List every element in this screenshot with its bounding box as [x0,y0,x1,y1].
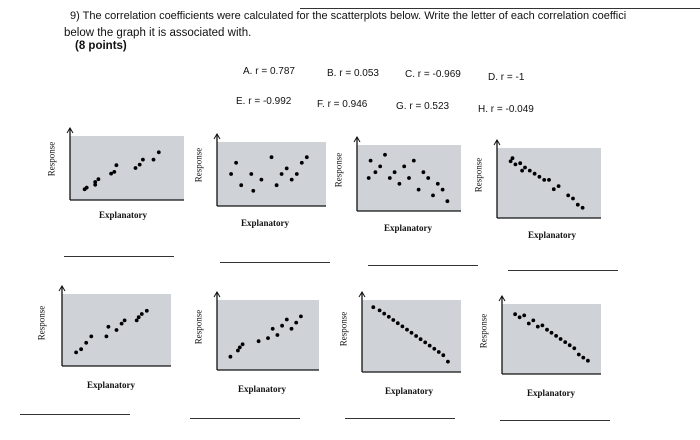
answer-line-5 [20,414,130,415]
data-point [290,178,294,182]
scatterplot-8 [478,292,620,402]
data-point [109,172,113,176]
data-point [432,347,436,351]
data-point [437,350,441,354]
answer-line-6 [190,418,300,419]
data-point [251,189,255,193]
y-axis-label: Response [36,305,47,341]
data-point [280,172,284,176]
option-a: A. r = 0.787 [243,66,295,77]
scatterplot-7 [338,288,480,398]
data-point [141,158,145,162]
scatterplot-5 [36,282,185,392]
data-point [79,347,83,351]
data-point [528,169,532,173]
data-point [238,346,242,350]
x-axis-label: Explanatory [240,218,289,228]
data-point [417,188,421,192]
scatterplot-5-svg [50,282,175,370]
data-point [518,161,522,165]
data-point [285,318,289,322]
data-point [138,163,142,167]
scatterplot-8-svg [490,292,605,378]
data-point [229,355,233,359]
y-axis-label: Response [193,309,204,345]
data-point [563,340,567,344]
scatterplot-4 [473,136,615,240]
option-h: H. r = -0.049 [478,104,534,115]
data-point [107,325,111,329]
scatterplot-6 [193,288,335,398]
data-point [436,182,440,186]
data-point [577,353,581,357]
data-point [97,177,101,181]
data-point [405,328,409,332]
data-point [581,356,585,360]
data-point [84,341,88,345]
y-axis-label: Response [333,152,344,188]
data-point [89,335,93,339]
data-point [428,344,432,348]
data-point [239,183,243,187]
data-point [522,314,526,318]
question-text: The correlation coefficients were calculated for the scatterplots below. Write the letter of each correlation coeffici [82,10,627,22]
scatterplot-6-svg [205,288,323,374]
data-point [105,335,109,339]
question-number: 9) [70,10,80,22]
data-point [249,172,253,176]
data-point [554,334,558,338]
data-point [511,156,515,160]
data-point [557,184,561,188]
answer-line-2 [220,262,330,263]
data-point [93,180,97,184]
answer-line-1 [64,256,174,257]
scatterplot-2-svg [205,130,330,210]
data-point [441,353,445,357]
question-line-2: below the graph it is associated with. [64,27,252,39]
data-point [414,334,418,338]
data-point [576,203,580,207]
data-point [423,341,427,345]
option-f: F. r = 0.946 [317,99,368,110]
data-point [74,351,78,355]
data-point [271,327,275,331]
data-point [374,170,378,174]
data-point [446,199,450,203]
option-d: D. r = -1 [488,72,525,83]
data-point [531,319,535,323]
scatterplot-1 [46,124,188,224]
data-point [538,175,542,179]
data-point [550,331,554,335]
option-b: B. r = 0.053 [327,68,379,79]
y-axis-label: Response [473,157,484,193]
scatterplot-2 [193,130,335,230]
data-point [157,150,161,154]
data-point [514,163,518,167]
data-point [270,155,274,159]
data-point [112,170,116,174]
data-point [566,194,570,198]
x-axis-label: Explanatory [527,230,576,240]
data-point [115,328,119,332]
data-point [123,319,127,323]
x-axis-label: Explanatory [383,223,432,233]
data-point [280,324,284,328]
data-point [152,158,156,162]
data-point [391,318,395,322]
data-point [402,165,406,169]
data-point [276,333,280,337]
data-point [559,337,563,341]
data-point [533,172,537,176]
data-point [120,322,124,326]
scatterplot-1-svg [58,124,188,204]
scatterplot-3 [333,133,475,233]
y-axis-label: Response [46,141,57,177]
data-point [305,155,309,159]
y-axis-label: Response [478,313,489,349]
data-point [378,165,382,169]
data-point [115,163,119,167]
data-point [518,315,522,319]
y-axis-label: Response [338,311,349,347]
data-point [266,336,270,340]
answer-line-3 [368,265,478,266]
data-point [396,321,400,325]
data-point [300,161,304,165]
data-point [85,186,89,190]
data-point [568,343,572,347]
data-point [523,166,527,170]
data-point [387,315,391,319]
x-axis-label: Explanatory [98,210,147,220]
answer-line-4 [508,270,618,271]
data-point [369,159,373,163]
data-point [229,172,233,176]
data-point [545,328,549,332]
data-point [536,325,540,329]
data-point [241,342,245,346]
data-point [257,339,261,343]
x-axis-label: Explanatory [526,388,575,398]
data-point [542,178,546,182]
option-g: G. r = 0.523 [396,101,450,112]
question-line-1 [70,10,626,22]
data-point [401,325,405,329]
plot-area [217,300,319,370]
data-point [134,166,138,170]
data-point [275,183,279,187]
plot-area [217,142,326,206]
data-point [234,161,238,165]
data-point [140,312,144,316]
scatterplot-3-svg [345,133,465,215]
data-point [294,321,298,325]
data-point [571,197,575,201]
data-point [527,322,531,326]
scatterplot-7-svg [350,288,465,376]
data-point [137,315,141,319]
data-point [572,346,576,350]
y-axis-label: Response [193,147,204,183]
data-point [285,167,289,171]
answer-line-8 [500,420,610,421]
option-e: E. r = -0.992 [236,96,292,107]
data-point [407,176,411,180]
data-point [586,359,590,363]
data-point [422,170,426,174]
data-point [520,169,524,173]
data-point [513,312,517,316]
data-point [145,309,149,313]
data-point [383,153,387,157]
data-point [419,337,423,341]
data-point [547,178,551,182]
data-point [431,194,435,198]
data-point [295,172,299,176]
scatterplot-4-svg [485,136,605,222]
data-point [426,176,430,180]
data-point [441,188,445,192]
answer-line-7 [345,418,455,419]
question-points: (8 points) [75,40,127,52]
x-axis-label: Explanatory [237,384,286,394]
data-point [410,331,414,335]
data-point [393,170,397,174]
option-c: C. r = -0.969 [405,69,461,80]
data-point [382,312,386,316]
top-rule [300,8,700,9]
x-axis-label: Explanatory [384,386,433,396]
data-point [378,309,382,313]
data-point [552,187,556,191]
data-point [581,206,585,210]
data-point [398,182,402,186]
data-point [299,315,303,319]
x-axis-label: Explanatory [86,380,135,390]
plot-area [70,136,184,200]
data-point [371,305,375,309]
data-point [388,176,392,180]
data-point [290,327,294,331]
data-point [367,176,371,180]
data-point [260,178,264,182]
data-point [446,360,450,364]
data-point [541,324,545,328]
data-point [135,319,139,323]
data-point [412,159,416,163]
